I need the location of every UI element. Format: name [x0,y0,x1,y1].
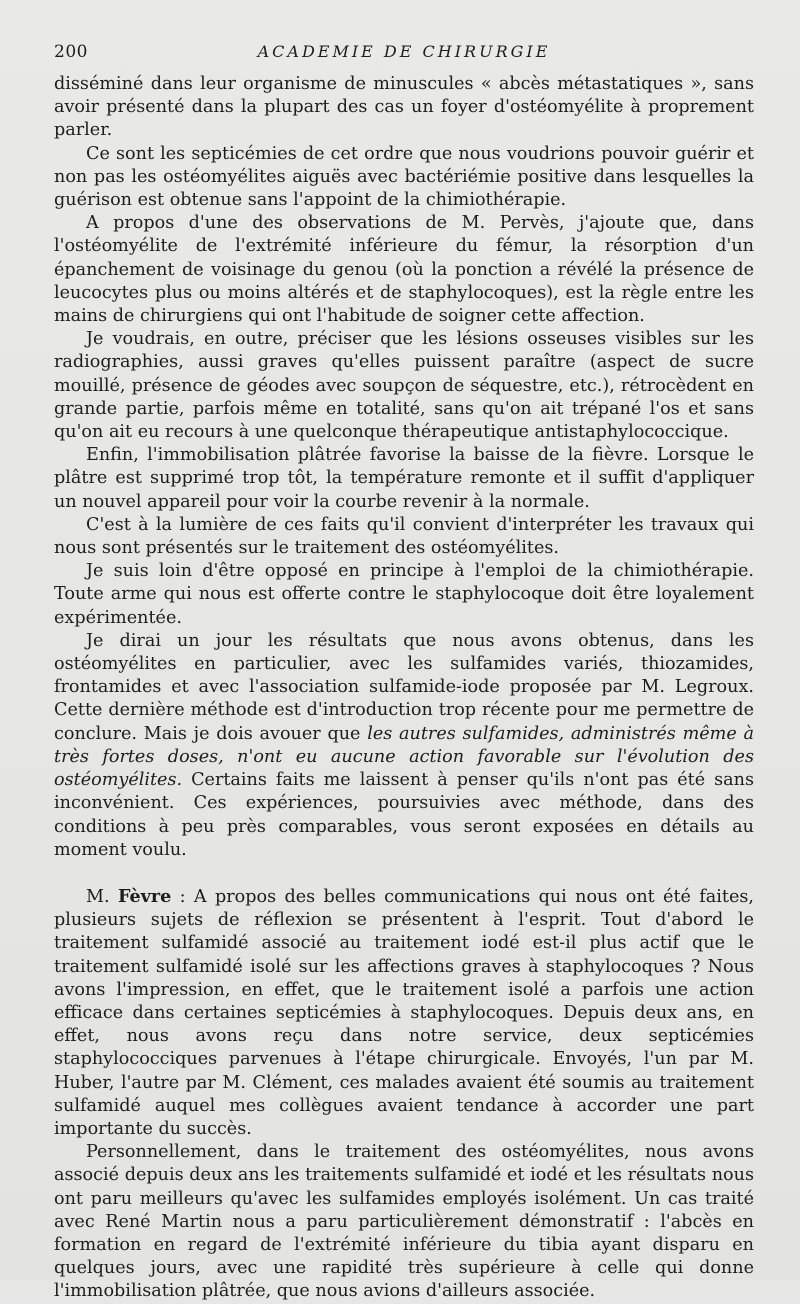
paragraph-6: C'est à la lumière de ces faits qu'il convient d'interpréter les travaux qui nous sont présentés sur le traitement des ostéomyélites. [54,514,754,559]
paragraph-8 [54,630,754,862]
paragraph-8-italic: les autres sulfamides, administrés même à très fortes doses, n'ont eu aucune action favorable sur l'évolution des ostéomyélites. [54,723,755,791]
paragraph-5: Enfin, l'immobilisation plâtrée favorise la baisse de la fièvre. Lorsque le plâtre est supprimé trop tôt, la température remonte et il suffit d'appliquer un nouvel appareil pour voir la courbe revenir à la normale. [54,445,754,512]
paragraph-9-fevre [54,885,754,1141]
paragraph-4: Je voudrais, en outre, préciser que les lésions osseuses visibles sur les radiographies, aussi graves qu'elles puissent paraître (aspect de sucre mouillé, présence de géodes avec soupçon de séquestre, etc.), rétrocèdent en grande partie, parfois même en totalité, sans qu'on ait trépané l'os et sans qu'on ait eu recours à une quelconque thérapeutique antistaphylococcique. [54,329,754,443]
paragraph-8-start: Je dirai un jour les résultats que nous avons obtenus, dans les ostéomyélites en particulier, avec les sulfamides variés, thiozamides, frontamides et avec l'association sulfamide-iode proposée par M. Legroux. Cette dernière méthode est d'introduction trop récente pour me permettre de conclure. Mais je dois avouer que [54,630,754,744]
speaker-prefix: M. [86,886,118,907]
paragraph-2: Ce sont les septicémies de cet ordre que nous voudrions pouvoir guérir et non pas les ostéomyélites aiguës avec bactériémie positive dans lesquelles la guérison est obtenue sans l'appoint de la chimiothérapie. [54,143,754,211]
page-header [54,42,754,66]
speaker-name: Fèvre [117,885,172,907]
paragraph-10: Personnellement, dans le traitement des ostéomyélites, nous avons associé depuis deux ans les traitements sulfamidé et iodé et les résultats nous ont paru meilleurs qu'avec les sulfamides employés isolément. Un cas traité avec René Martin nous a paru particulièrement démonstratif : l'abcès en formation en regard de l'extrémité inférieure du tibia ayant disparu en quelques jours, avec une rapidité très supérieure à celle qui donne l'immobilisation plâtrée, que nous avions d'ailleurs associée. [54,1142,754,1302]
body-text [54,73,754,1304]
running-title: ACADEMIE DE CHIRURGIE [257,42,551,61]
paragraph-9-text: : A propos des belles communications qui nous ont été faites, plusieurs sujets de réflexion se présentent à l'esprit. Tout d'abord le traitement sulfamidé associé au traitement iodé est-il plus actif que le traitement sulfamidé isolé sur les affections graves à staphylocoques ? Nous avons l'impression, en effet, que le traitement isolé a parfois une action efficace dans certaines septicémies à staphylocoques. Depuis deux ans, en effet, nous avons reçu dans notre service, deux septicémies staphylococciques parvenues à l'étape chirurgicale. Envoyés, l'un par M. Huber, l'autre par M. Clément, ces malades avaient été soumis au traitement sulfamidé auquel mes collègues avaient tendance à accorder une part importante du succès. [54,886,754,1139]
paragraph-1: disséminé dans leur organisme de minuscules « abcès métastatiques », sans avoir présenté dans la plupart des cas un foyer d'ostéomyélite à proprement parler. [54,74,754,141]
paragraph-8-end: Certains faits me laissent à penser qu'ils n'ont pas été sans inconvénient. Ces expériences, poursuivies avec méthode, dans des conditions à peu près comparables, vous seront exposées en détails au moment voulu. [54,770,754,860]
page-number: 200 [54,42,88,62]
paragraph-3: A propos d'une des observations de M. Pervès, j'ajoute que, dans l'ostéomyélite de l'extrémité inférieure du fémur, la résorption d'un épanchement de voisinage du genou (où la ponction a révélé la présence de leucocytes plus ou moins altérés et de staphylocoques), est la règle entre les mains de chirurgiens qui ont l'habitude de soigner cette affection. [54,213,754,327]
paragraph-7: Je suis loin d'être opposé en principe à l'emploi de la chimiothérapie. Toute arme qui nous est offerte contre le staphylocoque doit être loyalement expérimentée. [54,561,754,628]
